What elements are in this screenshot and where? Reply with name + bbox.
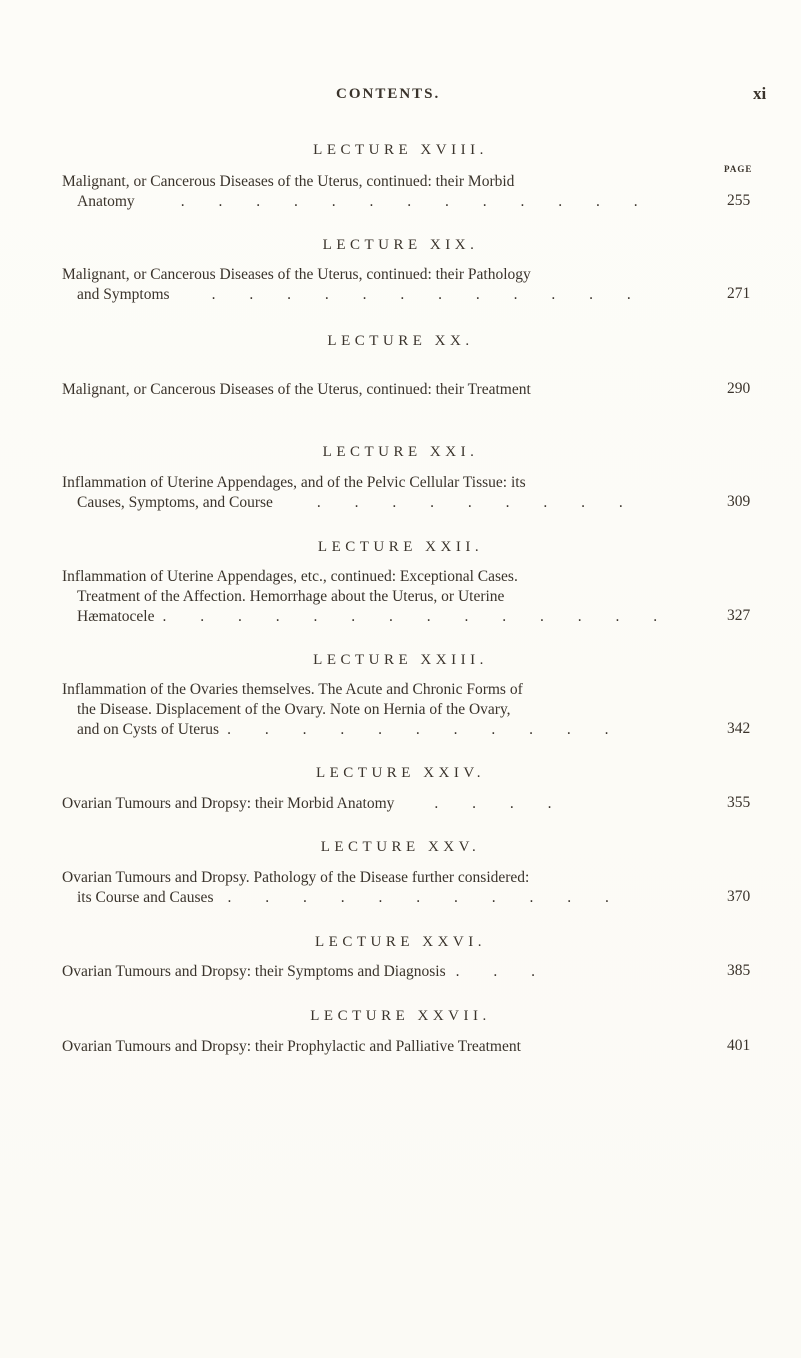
toc-entry	[62, 380, 722, 400]
entry-line: Inflammation of the Ovaries themselves. The Acute and Chronic Forms of	[62, 681, 523, 698]
dot-leader: . . . . . . . . .	[316, 494, 638, 511]
page-number: 355	[727, 794, 751, 811]
page-number: 327	[727, 607, 751, 624]
lecture-title: LECTURE XVIII.	[313, 142, 488, 158]
entry-line-text: and Symptoms	[77, 286, 170, 303]
entry-line-text: Hæmatocele	[77, 608, 155, 625]
entry-line	[62, 888, 722, 908]
lecture-title: LECTURE XXI.	[322, 444, 479, 460]
entry-line-text: its Course and Causes	[77, 889, 214, 906]
dot-leader: . . . . . . . . . . . .	[211, 286, 646, 303]
entry-line: Inflammation of Uterine Appendages, etc., continued: Exceptional Cases.	[62, 568, 518, 585]
lecture-title: LECTURE XX.	[327, 333, 474, 349]
entry-line	[62, 192, 722, 212]
page-number: 271	[727, 285, 751, 302]
dot-leader: . . . . . . . . . . .	[227, 889, 624, 906]
entry-line	[62, 794, 722, 814]
dot-leader: . . . .	[434, 795, 567, 812]
toc-entry	[62, 172, 722, 212]
toc-entry	[62, 473, 722, 513]
entry-line	[62, 493, 722, 513]
entry-line-text: Ovarian Tumours and Dropsy: their Symptoms and Diagnosis	[62, 963, 446, 980]
entry-line-text: Ovarian Tumours and Dropsy: their Morbid Anatomy	[62, 795, 395, 812]
toc-entry	[62, 567, 722, 627]
entry-line	[62, 285, 722, 305]
toc-entry	[62, 868, 722, 908]
dot-leader: . . .	[455, 963, 550, 980]
lecture-title: LECTURE XIX.	[322, 237, 479, 253]
entry-line: Inflammation of Uterine Appendages, and of the Pelvic Cellular Tissue: its	[62, 474, 526, 491]
dot-leader: . . . . . . . . . . .	[227, 721, 624, 738]
lecture-title: LECTURE XXII.	[317, 539, 484, 555]
entry-line-text: Causes, Symptoms, and Course	[77, 494, 273, 511]
entry-line: Treatment of the Affection. Hemorrhage about the Uterus, or Uterine	[77, 588, 505, 605]
lecture-title: LECTURE XXVI.	[315, 934, 486, 950]
toc-entry	[62, 680, 722, 740]
page-column-label: PAGE	[724, 164, 753, 174]
page-number: 290	[727, 380, 751, 397]
entry-line-text: Anatomy	[77, 193, 135, 210]
dot-leader: . . . . . . . . . . . . . .	[162, 608, 673, 625]
entry-line: Malignant, or Cancerous Diseases of the Uterus, continued: their Treatment	[62, 381, 531, 398]
dot-leader: . . . . . . . . . . . . .	[180, 193, 653, 210]
toc-entry	[62, 1037, 722, 1057]
page-number: 370	[727, 888, 751, 905]
page-folio: xi	[753, 84, 767, 103]
lecture-title: LECTURE XXV.	[320, 839, 481, 855]
entry-line	[62, 607, 722, 627]
page-number: 309	[727, 493, 751, 510]
entry-line: Ovarian Tumours and Dropsy: their Prophylactic and Palliative Treatment	[62, 1038, 521, 1055]
entry-line	[62, 962, 722, 982]
entry-line: Ovarian Tumours and Dropsy. Pathology of the Disease further considered:	[62, 869, 530, 886]
entry-line-text: and on Cysts of Uterus	[77, 721, 220, 738]
toc-entry	[62, 265, 722, 305]
running-head: CONTENTS.	[336, 86, 441, 102]
entry-line: the Disease. Displacement of the Ovary. Note on Hernia of the Ovary,	[77, 701, 511, 718]
lecture-title: LECTURE XXIII.	[313, 652, 488, 668]
page-number: 255	[727, 192, 751, 209]
entry-line: Malignant, or Cancerous Diseases of the Uterus, continued: their Morbid	[62, 173, 515, 190]
page-number: 342	[727, 720, 751, 737]
entry-line: Malignant, or Cancerous Diseases of the Uterus, continued: their Pathology	[62, 266, 531, 283]
page-number: 401	[727, 1037, 751, 1054]
entry-line	[62, 720, 722, 740]
lecture-title: LECTURE XXVII.	[310, 1008, 491, 1024]
toc-entry	[62, 794, 722, 814]
lecture-title: LECTURE XXIV.	[315, 765, 486, 781]
toc-entry	[62, 962, 722, 982]
page-number: 385	[727, 962, 751, 979]
